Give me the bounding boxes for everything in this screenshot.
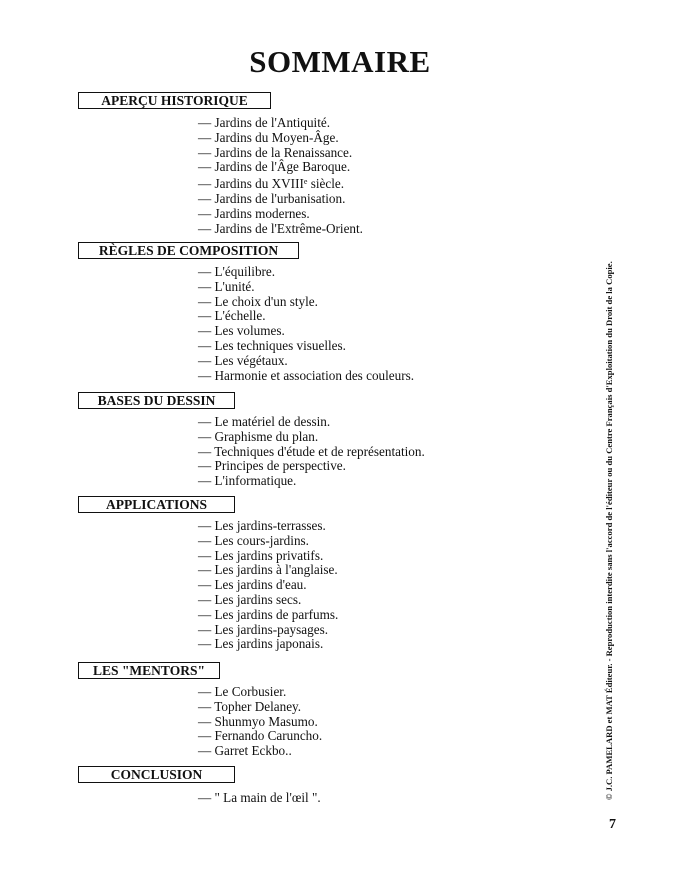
list-item: — Les jardins-terrasses.: [198, 519, 338, 534]
list-item: — Le matériel de dessin.: [198, 415, 425, 430]
list-item: — Les végétaux.: [198, 354, 414, 369]
list-item: — Jardins de l'Extrême-Orient.: [198, 222, 363, 237]
section-heading-applications: [78, 496, 235, 513]
section-heading-label: RÈGLES DE COMPOSITION: [98, 243, 279, 258]
superscript: e: [303, 177, 308, 187]
list-item: — Les jardins à l'anglaise.: [198, 563, 338, 578]
list-item: — Le Corbusier.: [198, 685, 322, 700]
list-item: — Les jardins privatifs.: [198, 549, 338, 564]
list-item: — L'unité.: [198, 280, 414, 295]
section-heading-conclusion: [78, 766, 235, 783]
section-heading-les-mentors: [78, 662, 220, 679]
list-item: — L'équilibre.: [198, 265, 414, 280]
list-item: — Les cours-jardins.: [198, 534, 338, 549]
section-list-regles-de-composition: [198, 265, 414, 383]
list-item: — Principes de perspective.: [198, 459, 425, 474]
section-list-apercu-historique: [198, 116, 363, 236]
list-item: — Les jardins de parfums.: [198, 608, 338, 623]
section-list-conclusion: [198, 791, 321, 806]
list-item: — Les jardins d'eau.: [198, 578, 338, 593]
list-item: — Shunmyo Masumo.: [198, 715, 322, 730]
section-heading-label: CONCLUSION: [110, 767, 203, 782]
copyright-notice: © J.C. PAMELARD et MAT Éditeur. - Reproduction interdite sans l'accord de l'éditeur ou du Centre Français d'Exploitation du Droit de la Copie.: [604, 261, 614, 800]
list-item: — Jardins de l'Antiquité.: [198, 116, 363, 131]
list-item: — Garret Eckbo..: [198, 744, 322, 759]
list-item: — L'échelle.: [198, 309, 414, 324]
list-item: — Techniques d'étude et de représentation.: [198, 445, 425, 460]
section-heading-regles-de-composition: [78, 242, 299, 259]
list-item-text-rest: siècle.: [307, 176, 345, 192]
list-item: — Jardins du Moyen-Âge.: [198, 131, 363, 146]
list-item: — Jardins modernes.: [198, 207, 363, 222]
section-heading-bases-du-dessin: [78, 392, 235, 409]
list-item: — Les jardins secs.: [198, 593, 338, 608]
section-heading-label: APPLICATIONS: [105, 497, 207, 512]
section-heading-label: BASES DU DESSIN: [97, 393, 216, 408]
section-heading-apercu-historique: [78, 92, 271, 109]
section-list-applications: [198, 519, 338, 652]
list-item: — Graphisme du plan.: [198, 430, 425, 445]
list-item: — Le choix d'un style.: [198, 295, 414, 310]
list-item: — Les volumes.: [198, 324, 414, 339]
page-title: SOMMAIRE: [249, 44, 431, 79]
page-number: 7: [609, 817, 616, 832]
list-item: — Fernando Caruncho.: [198, 729, 322, 744]
section-list-bases-du-dessin: [198, 415, 425, 489]
list-item: — Harmonie et association des couleurs.: [198, 369, 414, 384]
section-list-les-mentors: [198, 685, 322, 759]
list-item: — Les jardins-paysages.: [198, 623, 338, 638]
list-item: — Jardins de l'Âge Baroque.: [198, 160, 363, 175]
list-item: — Topher Delaney.: [198, 700, 322, 715]
list-item: — " La main de l'œil ".: [198, 791, 321, 806]
list-item: — Jardins de l'urbanisation.: [198, 192, 363, 207]
list-item: — Jardins de la Renaissance.: [198, 146, 363, 161]
list-item: — L'informatique.: [198, 474, 425, 489]
list-item-text: Jardins du XVIII: [214, 176, 304, 192]
list-item: [198, 175, 363, 192]
section-heading-label: LES "MENTORS": [93, 663, 205, 678]
list-item: — Les techniques visuelles.: [198, 339, 414, 354]
list-item: — Les jardins japonais.: [198, 637, 338, 652]
section-heading-label: APERÇU HISTORIQUE: [101, 93, 248, 108]
